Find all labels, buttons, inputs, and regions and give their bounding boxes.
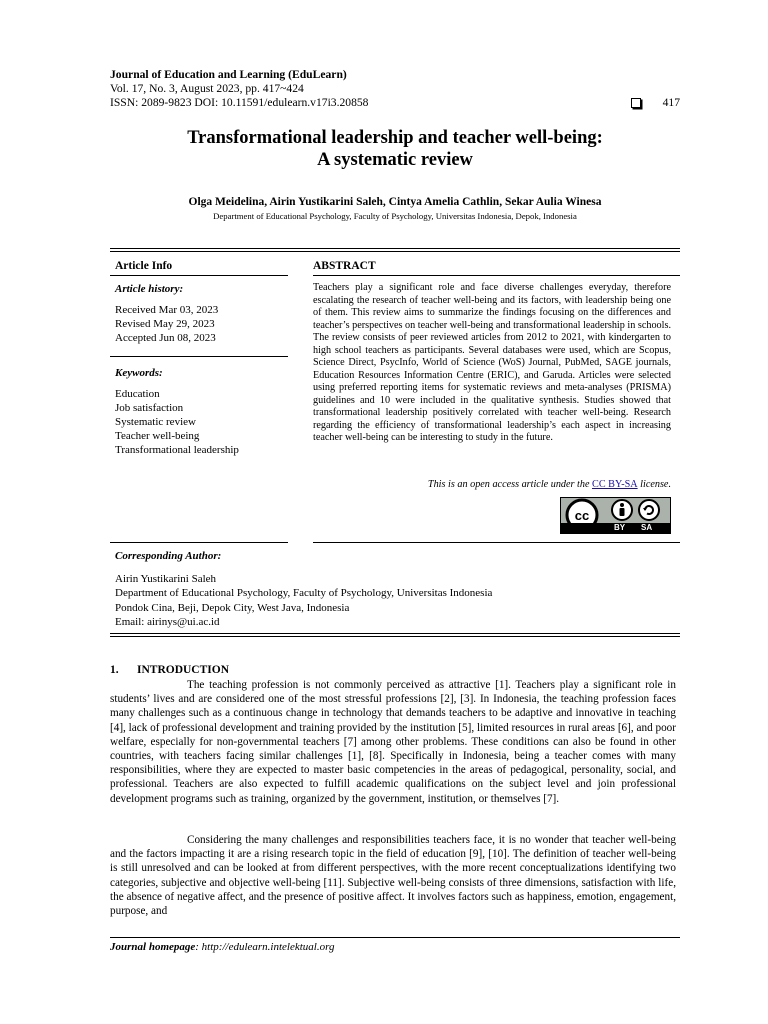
section-title: INTRODUCTION (137, 664, 230, 676)
author-list: Olga Meidelina, Airin Yustikarini Saleh, Cintya Amelia Cathlin, Sekar Aulia Winesa (188, 196, 602, 208)
keywords-heading: Keywords: (115, 367, 163, 379)
history-revised: Revised May 29, 2023 (115, 318, 215, 330)
divider-info-bottom (110, 542, 288, 543)
author-affiliation: Department of Educational Psychology, Faculty of Psychology, Universitas Indonesia, Depok, Indonesia (213, 211, 577, 221)
article-info-heading: Article Info (115, 260, 173, 272)
journal-name: Journal of Education and Learning (EduLearn) (110, 68, 347, 81)
journal-homepage-footer (110, 941, 334, 953)
footer-divider (110, 937, 680, 938)
corresponding-email: Email: airinys@ui.ac.id (115, 615, 220, 628)
open-access-suffix: license. (637, 479, 671, 490)
history-accepted: Accepted Jun 08, 2023 (115, 332, 216, 344)
history-received: Received Mar 03, 2023 (115, 304, 219, 316)
article-title (110, 127, 680, 171)
abstract-heading: ABSTRACT (313, 260, 376, 272)
divider-info (110, 275, 288, 276)
section-number: 1. (110, 664, 119, 676)
page-number: 417 (662, 96, 680, 109)
corresponding-heading: Corresponding Author: (115, 550, 222, 562)
article-history-heading: Article history: (115, 283, 184, 295)
keywords-list (115, 387, 239, 457)
cc-icon (567, 500, 597, 525)
keyword-item: Teacher well-being (115, 430, 200, 442)
corresponding-department: Department of Educational Psychology, Faculty of Psychology, Universitas Indonesia (115, 587, 493, 600)
badge-by-label: BY (614, 523, 626, 532)
journal-header (110, 68, 680, 110)
volume-line: Vol. 17, No. 3, August 2023, pp. 417~424 (110, 82, 304, 95)
corresponding-address: Pondok Cina, Beji, Depok City, West Java, Indonesia (115, 601, 350, 614)
issn-doi-line: ISSN: 2089-9823 DOI: 10.11591/edulearn.v17i3.20858 (110, 96, 369, 109)
cc-by-sa-badge[interactable] (560, 497, 671, 534)
intro-paragraph-2: Considering the many challenges and responsibilities teachers face, it is no wonder that teacher well-being and the factors impacting it are a rising research topic in the field of education [9], [10]. The definition of teacher well-being is still unresolved and can be looked at from different perspectives, with the more recent conceptualizations identifying two categories, subjective and objective well-being [11]. Subjective well-being consists of three dimensions, satisfaction with life, the absence of negative affect, and the presence of positive affect. It involves factors such as happiness, emotion, engagement, purpose, and (110, 834, 676, 918)
keyword-item: Systematic review (115, 416, 196, 428)
divider-top (110, 248, 680, 252)
divider-abstract-bottom (313, 542, 680, 543)
cc-by-sa-link[interactable]: CC BY-SA (592, 479, 638, 490)
share-alike-icon (639, 500, 659, 520)
keyword-item: Education (115, 388, 160, 400)
keyword-item: Job satisfaction (115, 402, 184, 414)
open-access-prefix: This is an open access article under the (427, 479, 593, 490)
title-line-1: Transformational leadership and teacher well-being: (187, 128, 603, 148)
intro-paragraph-1: The teaching profession is not commonly perceived as attractive [1]. Teachers play a significant role in students’ lives and are considered one of the most stressful professions [2], [3]. In Indonesia, the teaching profession faces many challenges such as a continuous change in technology that demands teachers to be adaptive and innovative in teaching [4], lack of professional development and training provided by the institution [5], limited resources in rural areas [6], and poor welfare, especially for non-governmental teachers [7] among other problems. These conditions can also be found in other countries, with teachers facing similar challenges [1], [8]. Specifically in Indonesia, being a teacher comes with many responsibilities, where they are expected to master basic competencies in the areas of pedagogical, personality, social, and professional. Teachers are also expected to fulfill academic qualifications on the subject level and join professional development programs such as training, organized by the government, institution, or themselves [7]. (110, 679, 676, 805)
divider-keywords (110, 356, 288, 357)
square-bullet-icon (631, 98, 641, 108)
article-history-list (115, 303, 218, 345)
svg-text:cc: cc (574, 508, 590, 523)
badge-sa-label: SA (641, 523, 653, 532)
divider-abstract (313, 275, 680, 276)
introduction-heading (110, 664, 229, 676)
divider-bottom (110, 633, 680, 637)
keyword-item: Transformational leadership (115, 444, 239, 456)
cc-badge-icons (561, 498, 672, 525)
open-access-statement (313, 479, 671, 490)
footer-label: Journal homepage (110, 941, 196, 953)
corresponding-name: Airin Yustikarini Saleh (115, 573, 217, 585)
footer-url[interactable]: : http://edulearn.intelektual.org (195, 941, 335, 953)
abstract-text: Teachers play a significant role and face diverse challenges everyday, therefore escalating the research of teacher well-being and its factors, with leadership being one of them. This review aims to summarize the findings focusing on the differences and teacher’s perspectives on teacher well-being and transformational leadership in schools. The review consists of peer reviewed articles from 2012 to 2021, with kindergarten to high school teachers as participants. Several databases were used, which are Scopus, Science Direct, PsycInfo, World of Science (WoS) Journal, PubMed, SAGE journals, Education Resources Information Centre (ERIC), and Garuda. Articles were selected using preferred reporting items for systematic reviews and meta-analyses (PRISMA) guidelines and 10 were included in the qualitative synthesis. Studies showed that transformational leadership positively correlated with teacher well-being. Research regarding the efficiency of transformational leadership’s each aspect in increasing teacher well-being can be interesting to study in the future. (313, 282, 671, 443)
corresponding-details (115, 572, 492, 629)
title-line-2: A systematic review (317, 150, 473, 170)
attribution-person-icon (612, 500, 632, 520)
